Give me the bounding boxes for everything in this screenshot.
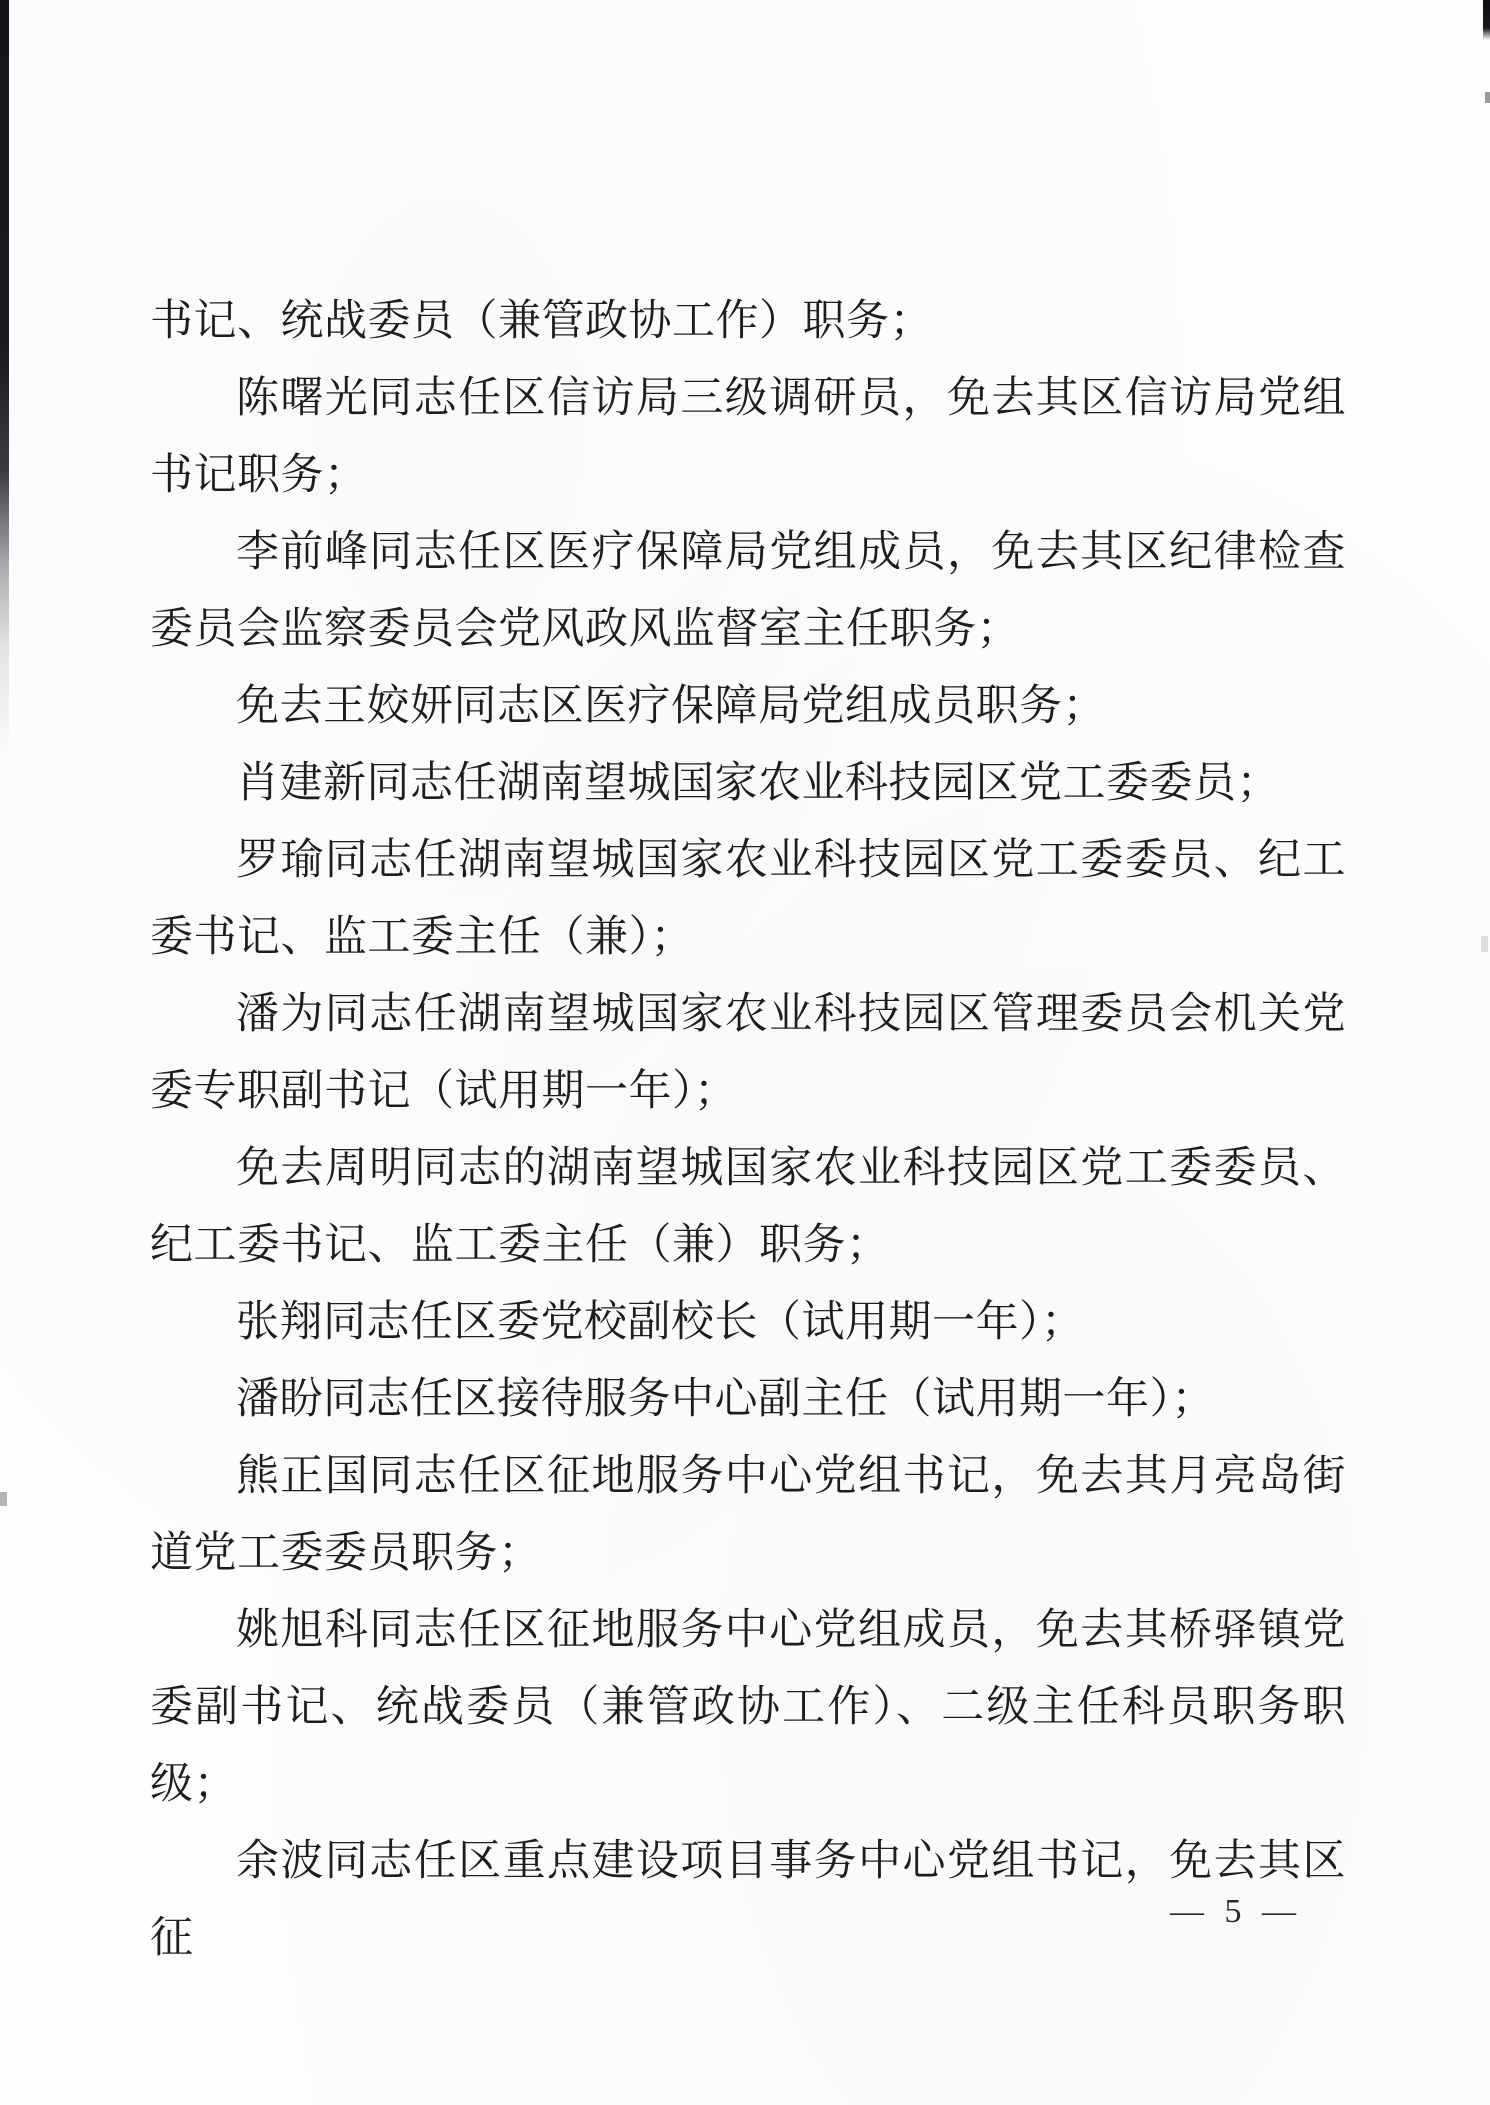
paragraph: 李前峰同志任区医疗保障局党组成员，免去其区纪律检查委员会监察委员会党风政风监督室主任职务； (150, 529, 1346, 653)
paragraph: 罗瑜同志任湖南望城国家农业科技园区党工委委员、纪工委书记、监工委主任（兼）； (150, 837, 1346, 961)
paragraph: 陈曙光同志任区信访局三级调研员，免去其区信访局党组书记职务； (150, 375, 1346, 499)
document-body (150, 283, 1346, 1977)
scan-artifact-top-right-corner (1483, 0, 1490, 40)
scan-artifact-right-mark (1481, 936, 1488, 952)
paragraph: 潘盼同志任区接待服务中心副主任（试用期一年）； (236, 1376, 1215, 1423)
page-number: — 5 — (1170, 1893, 1302, 1930)
paragraph: 肖建新同志任湖南望城国家农业科技园区党工委委员； (236, 760, 1280, 807)
paragraph: 余波同志任区重点建设项目事务中心党组书记，免去其区征 (150, 1838, 1346, 1962)
scan-artifact-left-edge (0, 0, 9, 760)
scan-artifact-left-tick (0, 1492, 7, 1506)
paragraph: 潘为同志任湖南望城国家农业科技园区管理委员会机关党委专职副书记（试用期一年）； (150, 991, 1346, 1115)
paragraph: 免去周明同志的湖南望城国家农业科技园区党工委委员、纪工委书记、监工委主任（兼）职务； (150, 1145, 1346, 1269)
paragraph: 免去王姣妍同志区医疗保障局党组成员职务； (236, 683, 1106, 730)
paragraph: 姚旭科同志任区征地服务中心党组成员，免去其桥驿镇党委副书记、统战委员（兼管政协工作）、二级主任科员职务职级； (150, 1607, 1346, 1808)
paragraph: 书记、统战委员（兼管政协工作）职务； (150, 298, 933, 345)
paragraph: 熊正国同志任区征地服务中心党组书记，免去其月亮岛街道党工委委员职务； (150, 1453, 1346, 1577)
scan-artifact-top-right-dot (1485, 92, 1490, 103)
paragraph: 张翔同志任区委党校副校长（试用期一年）； (236, 1299, 1085, 1346)
